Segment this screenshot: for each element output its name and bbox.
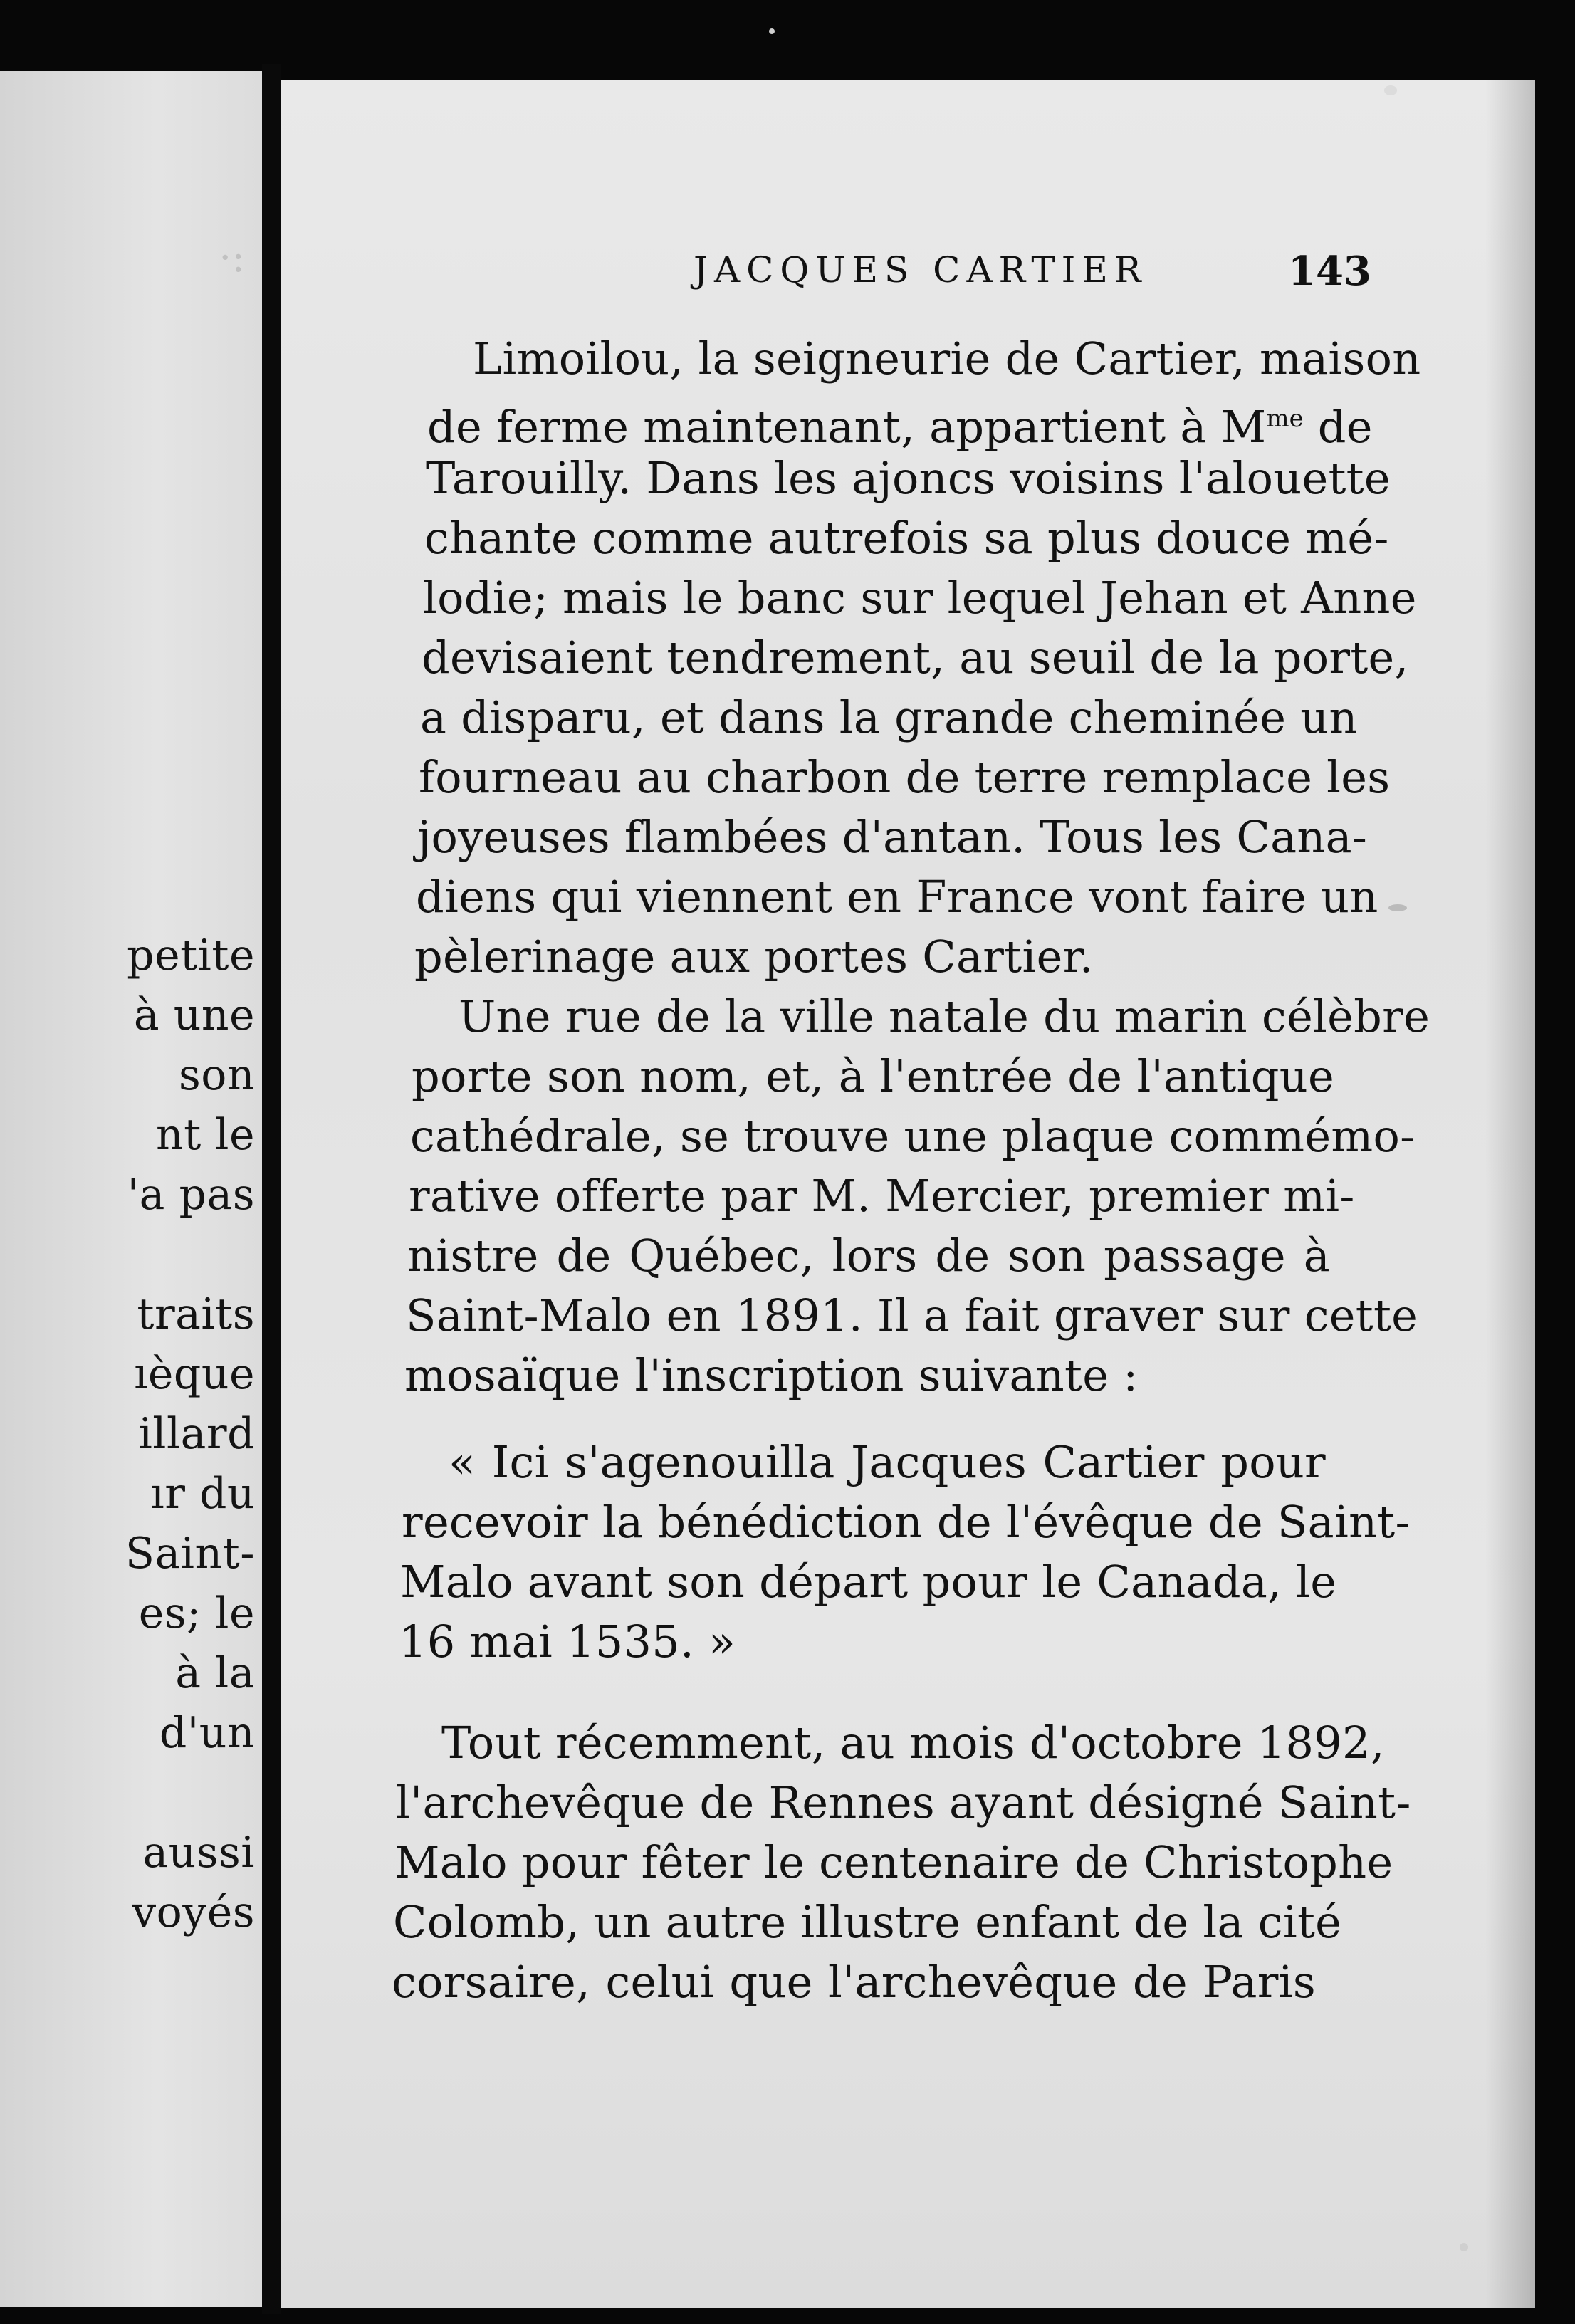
scan-speck xyxy=(1460,2243,1468,2251)
paragraph-3-line: l'archevêque de Rennes ayant désigné Saint- xyxy=(396,1776,1411,1828)
paragraph-2-line: cathédrale, se trouve une plaque commémo- xyxy=(410,1110,1416,1162)
left-page-line: traits xyxy=(137,1289,255,1339)
left-page-line: voyés xyxy=(132,1888,255,1937)
paragraph-1-line: diens qui viennent en France vont faire un xyxy=(416,871,1378,923)
inscription-quote-line: « Ici s'agenouilla Jacques Cartier pour xyxy=(449,1436,1326,1488)
running-head: JACQUES CARTIER xyxy=(694,249,1148,290)
paragraph-1-line: chante comme autrefois sa plus douce mé- xyxy=(424,512,1389,564)
page-edge-shadow xyxy=(1485,80,1535,2308)
inscription-quote-line: Malo avant son départ pour le Canada, le xyxy=(400,1556,1337,1608)
paragraph-2-line: mosaïque l'inscription suivante : xyxy=(404,1349,1139,1401)
paragraph-3-line: Colomb, un autre illustre enfant de la cité xyxy=(393,1896,1342,1948)
page-number: 143 xyxy=(1288,248,1371,295)
inscription-quote-line: recevoir la bénédiction de l'évêque de Saint- xyxy=(402,1496,1411,1548)
paragraph-2-line: nistre de Québec, lors de son passage à xyxy=(407,1230,1330,1282)
paragraph-3-line: corsaire, celui que l'archevêque de Paris xyxy=(392,1956,1316,2008)
left-page-line: son xyxy=(178,1050,255,1100)
paragraph-3-line: Malo pour fêter le centenaire de Christophe xyxy=(394,1836,1393,1888)
paragraph-1-line: devisaient tendrement, au seuil de la porte, xyxy=(422,632,1409,684)
paragraph-3-line: Tout récemment, au mois d'octobre 1892, xyxy=(441,1717,1385,1769)
scan-speck xyxy=(1384,85,1397,95)
left-page-line: ır du xyxy=(150,1469,255,1519)
paragraph-1-line: lodie; mais le banc sur lequel Jehan et Anne xyxy=(423,572,1417,624)
paragraph-1-line: de ferme maintenant, appartient à $M^{me}$ de xyxy=(427,401,1373,453)
inscription-quote-line: 16 mai 1535. » xyxy=(399,1616,736,1668)
left-page-line: Saint- xyxy=(125,1529,255,1579)
paragraph-2-line: Saint-Malo en 1891. Il a fait graver sur cette xyxy=(406,1289,1418,1341)
left-page-line: illard xyxy=(138,1409,255,1459)
left-facing-page xyxy=(0,71,262,2307)
left-page-bleed-through: ·: xyxy=(219,235,245,281)
book-gutter xyxy=(262,64,281,2314)
paragraph-1-line: Tarouilly. Dans les ajoncs voisins l'alouette xyxy=(426,452,1391,504)
left-page-line: nt le xyxy=(155,1110,255,1160)
paragraph-1-line: a disparu, et dans la grande cheminée un xyxy=(420,691,1358,743)
scan-speck xyxy=(1388,904,1407,911)
left-page-line: 'a pas xyxy=(127,1170,255,1220)
left-page-line: petite xyxy=(127,931,255,980)
superscript: me xyxy=(1266,404,1304,433)
left-page-line: ıèque xyxy=(134,1349,255,1399)
paragraph-1-line: Limoilou, la seigneurie de Cartier, maison xyxy=(473,333,1421,384)
left-page-line: à une xyxy=(133,990,255,1040)
paragraph-1-line: pèlerinage aux portes Cartier. xyxy=(414,931,1094,983)
paragraph-2-line: Une rue de la ville natale du marin célèbre xyxy=(459,990,1430,1042)
left-page-line: es; le xyxy=(138,1588,255,1638)
right-page xyxy=(281,80,1535,2308)
paragraph-2-line: porte son nom, et, à l'entrée de l'antique xyxy=(412,1050,1334,1102)
left-page-line: aussi xyxy=(142,1828,255,1878)
paragraph-2-line: rative offerte par M. Mercier, premier mi- xyxy=(409,1170,1355,1222)
scan-speck xyxy=(769,28,775,34)
left-page-line: à la xyxy=(175,1648,255,1698)
left-page-line: d'un xyxy=(159,1708,255,1758)
paragraph-1-line: joyeuses flambées d'antan. Tous les Cana- xyxy=(417,811,1368,863)
paragraph-1-line: fourneau au charbon de terre remplace les xyxy=(419,751,1391,803)
